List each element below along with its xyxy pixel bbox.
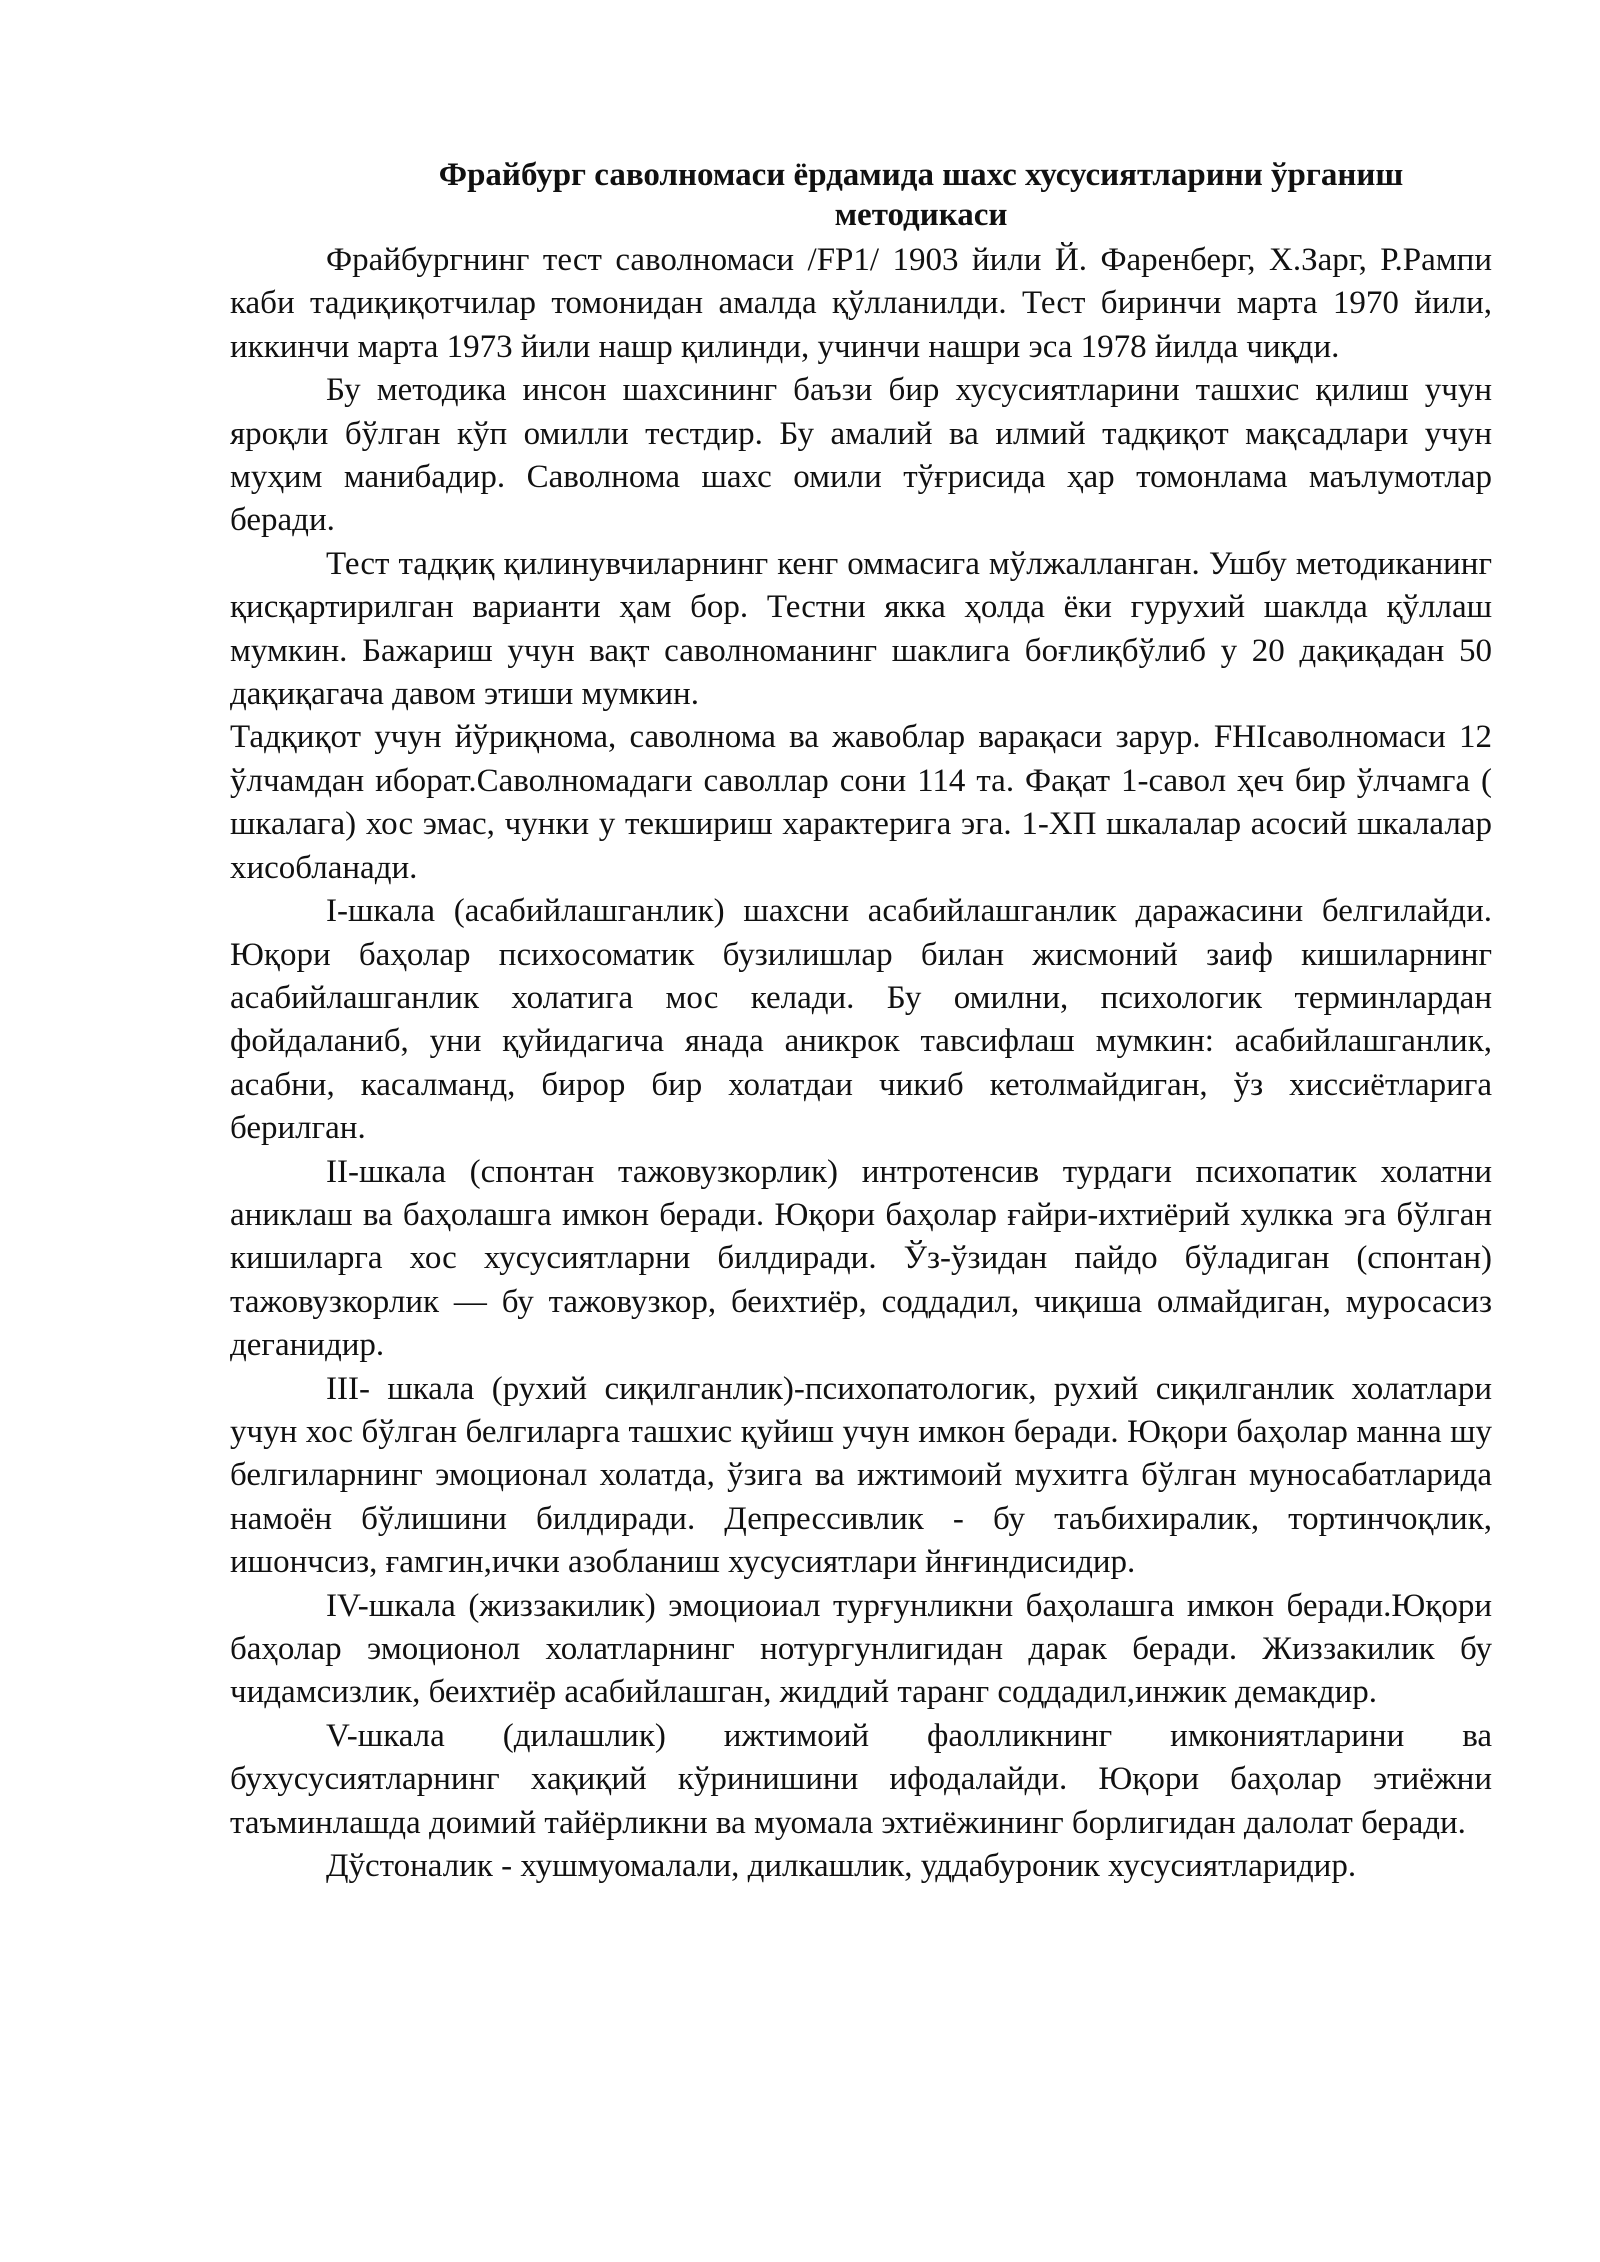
- paragraph-scale-5: V-шкала (дилашлик) ижтимоий фаолликнинг имкониятларини ва бухусусиятларнинг хақиқий кўринишини ифодалайди. Юқори баҳолар этиёжни таъминлашда доимий тайёрликни ва муомала эхтиёжининг борлигидан далолат беради.: [230, 1717, 1492, 1841]
- paragraph-research: Тадқиқот учун йўриқнома, саволнома ва жавоблар варақаси зарур. FHIсаволномаси 12 ўлчамдан иборат.Саволномадаги саволлар сони 114 та. Фақат 1-савол ҳеч бир ўлчамга ( шкалага) хос эмас, чунки у текшириш характерига эга. 1-ХП шкалалар асосий шкалалар хисобланади.: [230, 719, 1492, 886]
- title-line-2: методикаси: [834, 197, 1008, 233]
- document-page: [230, 155, 1492, 1888]
- paragraph-scale-4: IV-шкала (жиззакилик) эмоциоиал турғунликни баҳолашга имкон беради.Юқори баҳолар эмоционол холатларнинг нотургунлигидан дарак беради. Жиззакилик бу чидамсизлик, беихтиёр асабийлашган, жиддий таранг соддадил,инжик демакдир.: [230, 1587, 1492, 1711]
- document-title: [230, 155, 1492, 235]
- paragraph-scale-1: I-шкала (асабийлашганлик) шахсни асабийлашганлик даражасини белгилайди. Юқори баҳолар психосоматик бузилишлар билан жисмоний заиф кишиларнинг асабийлашганлик холатига мос келади. Бу омилни, психологик терминлардан фойдаланиб, уни қуйидагича янада аникрок тавсифлаш мумкин: асабийлашганлик, асабни, касалманд, бирор бир холатдаи чикиб кетолмайдиган, ўз хиссиётларига берилган.: [230, 893, 1492, 1147]
- paragraph-test: Тест тадқиқ қилинувчиларнинг кенг оммасига мўлжалланган. Ушбу методиканинг қисқартирилган варианти ҳам бор. Тестни якка ҳолда ёки гурухий шаклда қўллаш мумкин. Бажариш учун вақт саволноманинг шаклига боғлиқбўлиб у 20 дақиқадан 50 дақиқагача давом этиши мумкин.: [230, 545, 1492, 713]
- paragraph-method: Бу методика инсон шахсининг баъзи бир хусусиятларини ташхис қилиш учун яроқли бўлган кўп омилли тестдир. Бу амалий ва илмий тадқиқот мақсадлари учун муҳим манибадир. Саволнома шахс омили тўғрисида ҳар томонлама маълумотлар беради.: [230, 372, 1492, 539]
- paragraph-intro: Фрайбургнинг тест саволномаси /FP1/ 1903 йили Й. Фаренберг, Х.Зарг, Р.Рампи каби тадиқиқотчилар томонидан амалда қўлланилди. Тест биринчи марта 1970 йили, иккинчи марта 1973 йили нашр қилинди, учинчи нашри эса 1978 йилда чиқди.: [230, 242, 1492, 365]
- paragraph-scale-3: III- шкала (рухий сиқилганлик)-психопатологик, рухий сиқилганлик холатлари учун хос бўлган белгиларга ташхис қуйиш учун имкон беради. Юқори баҳолар манна шу белгиларнинг эмоционал холатда, ўзига ва ижтимоий мухитга бўлган муносабатларида намоён бўлишини билдиради. Депрессивлик - бу таъбихиралик, тортинчоқлик, ишончсиз, ғамгин,ички азобланиш хусусиятлари йнғиндисидир.: [230, 1370, 1492, 1581]
- paragraph-scale-2: II-шкала (спонтан тажовузкорлик) интротенсив турдаги психопатик холатни аниклаш ва баҳолашга имкон беради. Юқори баҳолар ғайри-ихтиёрий хулкка эга бўлган кишиларга хос хусусиятларни билдиради. Ўз-ўзидан пайдо бўладиган (спонтан) тажовузкорлик — бу тажовузкор, беихтиёр, соддадил, чиқиша олмайдиган, муросасиз деганидир.: [230, 1153, 1492, 1364]
- title-line-1: Фрайбург саволномаси ёрдамида шахс хусусиятларини ўрганиш: [438, 157, 1404, 193]
- paragraph-friendliness: Дўстоналик - хушмуомалали, дилкашлик, уддабуроник хусусиятларидир.: [326, 1848, 1357, 1885]
- document-body: [230, 239, 1492, 1888]
